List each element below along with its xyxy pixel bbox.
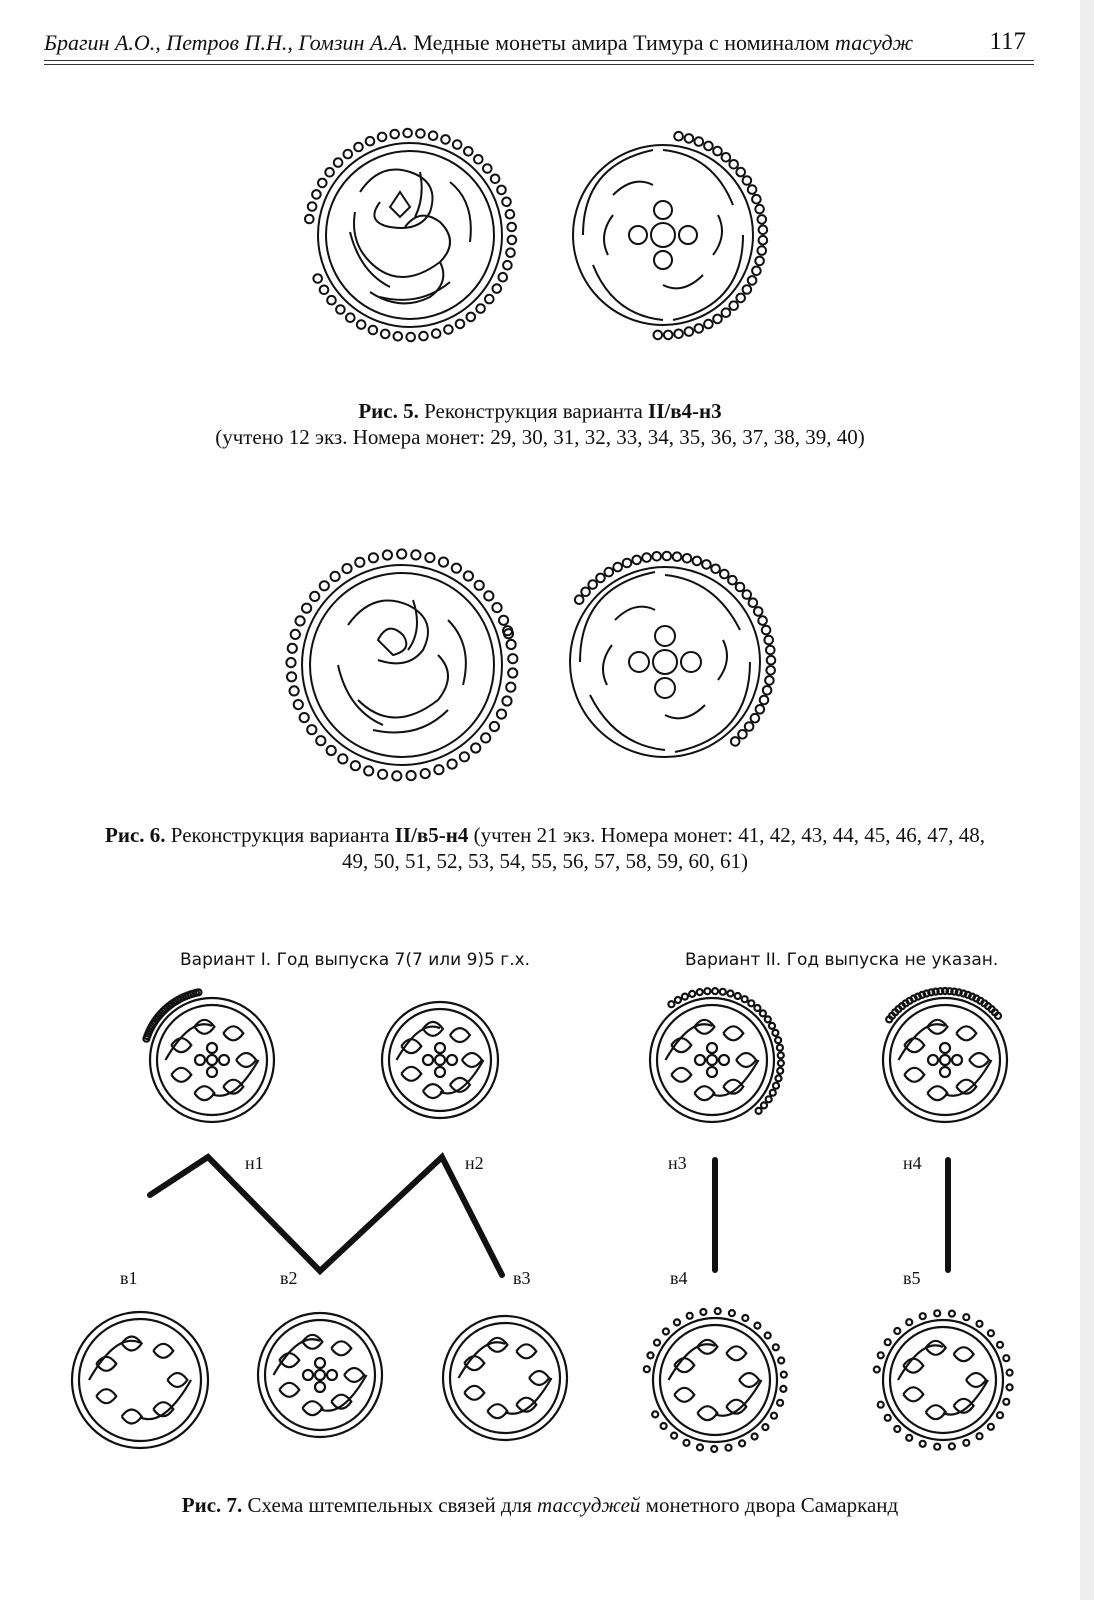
fig7-text-end: монетного двора Самарканд: [640, 1493, 899, 1517]
fig7-caption-line: [40, 1492, 1040, 1518]
variant1-title: Вариант I. Год выпуска 7(7 или 9)5 г.х.: [180, 950, 531, 970]
node-v3: в3: [513, 1268, 531, 1288]
fig7-label: Рис. 7.: [181, 1493, 243, 1517]
header-rule-second: [44, 64, 1034, 65]
fig5-obverse-coin: [300, 112, 522, 358]
fig5-caption-line2: (учтено 12 экз. Номера монет: 29, 30, 31, 32, 33, 34, 35, 36, 37, 38, 39, 40): [215, 425, 865, 449]
fig6-label: Рис. 6.: [105, 823, 166, 847]
page-edge: [1080, 0, 1094, 1600]
fig5-label: Рис. 5.: [358, 399, 419, 423]
header-title: Медные монеты амира Тимура с номиналом: [407, 30, 836, 55]
fig5-caption: [40, 398, 1040, 450]
running-title: [44, 30, 913, 56]
die-link-lines: [150, 1157, 948, 1275]
fig7-die-link-scheme: [0, 975, 1080, 1475]
fig7-text: Схема штемпельных связей для: [242, 1493, 538, 1517]
running-header: [44, 28, 1034, 64]
fig5-text: Реконструкция варианта: [418, 399, 649, 423]
node-n1: н1: [245, 1153, 264, 1173]
node-n2: н2: [465, 1153, 484, 1173]
node-v4: в4: [670, 1268, 688, 1288]
node-n3: н3: [668, 1153, 687, 1173]
fig6-caption: [40, 822, 1050, 874]
header-authors: Брагин А.О., Петров П.Н., Гомзин А.А.: [44, 30, 408, 55]
fig5-reverse-coin: [553, 115, 775, 355]
fig6-text: Реконструкция варианта: [165, 823, 395, 847]
node-n4: н4: [903, 1153, 922, 1173]
fig5-variant: II/в4-н3: [648, 399, 722, 423]
fig7-caption: [40, 1492, 1040, 1518]
fig7-italic: тассуджей: [537, 1493, 641, 1517]
node-v2: в2: [280, 1268, 298, 1288]
node-v1: в1: [120, 1268, 138, 1288]
variant1-links: [150, 1157, 502, 1275]
fig6-caption-line1: [40, 822, 1050, 848]
header-title-italic: тасудж: [835, 30, 914, 55]
fig6-obverse-coin: [278, 540, 526, 790]
fig6-caption-line2: 49, 50, 51, 52, 53, 54, 55, 56, 57, 58, 59, 60, 61): [342, 849, 748, 873]
header-rule: [44, 60, 1034, 61]
node-v5: в5: [903, 1268, 921, 1288]
fig6-text-rest: (учтен 21 экз. Номера монет: 41, 42, 43, 44, 45, 46, 47, 48,: [468, 823, 985, 847]
page-number: 117: [989, 28, 1026, 55]
bead-ring: [305, 129, 516, 342]
variant2-title: Вариант II. Год выпуска не указан.: [685, 950, 999, 970]
fig5-caption-line1: [40, 398, 1040, 424]
fig6-reverse-coin: [545, 540, 785, 780]
fig6-variant: II/в5-н4: [394, 823, 469, 847]
